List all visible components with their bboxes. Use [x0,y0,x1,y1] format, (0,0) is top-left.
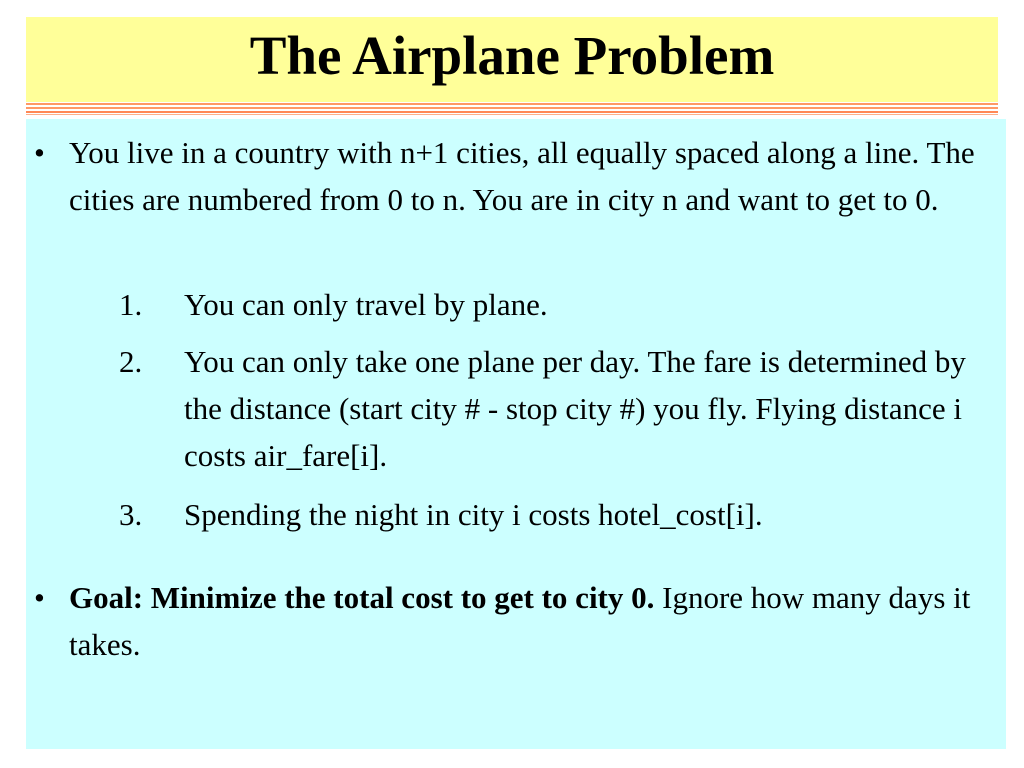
bullet-text: You live in a country with n+1 cities, all equally spaced along a line. The cities are numbered from 0 to n. You are in city n and want to get to 0. [69,135,975,217]
goal-rest-text: Ignore how many days it takes. [69,580,971,662]
bullet-symbol: • [34,580,45,615]
item-text: Spending the night in city i costs hotel_cost[i]. [184,497,763,532]
item-number: 1. [119,287,143,322]
slide-title: The Airplane Problem [249,25,775,86]
bullet-item [26,129,1001,223]
item-text: You can only take one plane per day. The fare is determined by the distance (start city # - stop city #) you fly. Flying distance i costs air_fare[i]. [184,344,966,473]
goal-text [69,574,1001,668]
bullet-symbol: • [34,135,45,170]
numbered-item [26,281,1001,328]
title-divider-line [26,111,998,113]
numbered-item [26,491,1001,538]
item-number: 2. [119,344,143,379]
title-banner [26,17,998,102]
title-divider-line [26,103,998,105]
item-number: 3. [119,497,143,532]
title-divider-line [26,114,998,115]
item-text: You can only travel by plane. [184,287,548,322]
goal-bullet [26,574,1001,668]
title-divider-line [26,107,998,109]
slide-body [26,119,1006,749]
numbered-item [26,338,1001,479]
goal-bold-text: Goal: Minimize the total cost to get to city 0. [69,580,655,615]
